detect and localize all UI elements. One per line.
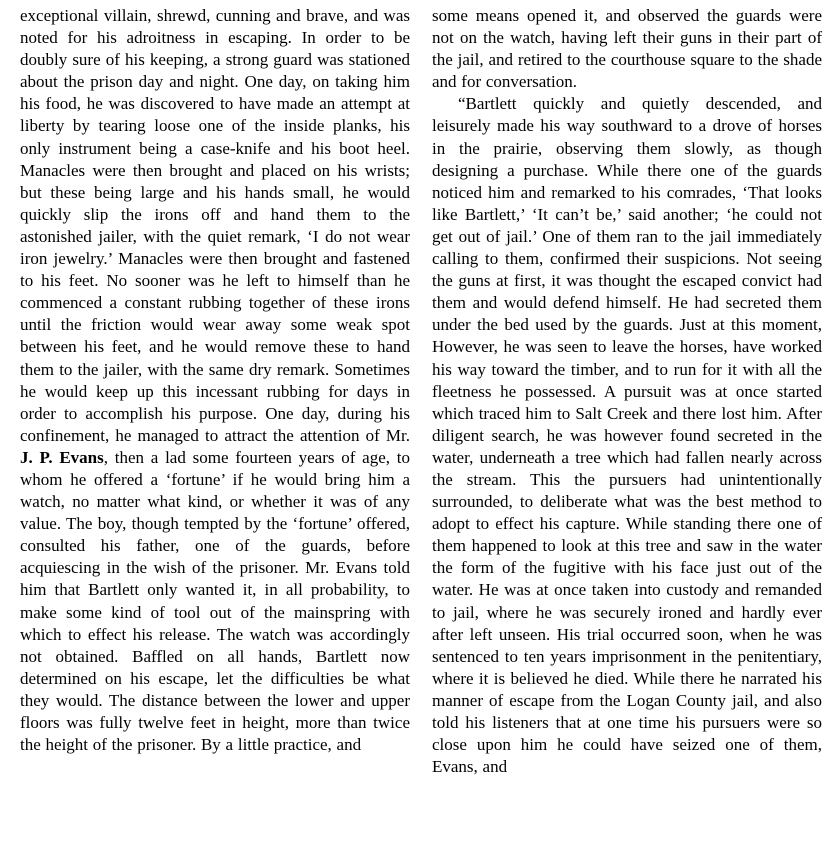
text-segment: “Bartlett quickly and quietly descended, and leisurely made his way southward to a drove of horses in the prairie, observing them slowly, as though designing a purchase. While there one of the guards noticed him and remarked to his comrades, ‘That looks like Bartlett,’ ‘It can’t be,’ said another; ‘he could not get out of jail.’ One of them ran to the jail immediately calling to them, confirmed their suspicions. Not seeing the guns at first, it was thought the escaped convict had them and would defend himself. He had secreted them under the bed used by the guards. Just at this moment, However, he was seen to leave the horses, have worked his way toward the timber, and to run for it with all the fleetness he possessed. A pursuit was at once started which traced him to Salt Creek and there lost him. After diligent search, he was however found secreted in the water, underneath a tree which had fallen nearly across the stream. This the pursuers had unintentionally surrounded, to deliberate what was the best method to adopt to effect his capture. While standing there one of them happened to look at this tree and saw in the water the form of the fugitive with his face just out of the water. He was at once taken into custody and remanded to jail, where he was securely ironed and hardly ever after left unseen. His trial occurred soon, when he was sentenced to ten years imprisonment in the penitentiary, where it is believed he died. While there he narrated his manner of escape from the Logan County jail, and also told his listeners that at one time his pursuers were so close upon him he could have seized one of them, Evans, and bbox=[432, 94, 822, 777]
bold-person-name: J. P. Evans bbox=[20, 447, 104, 467]
text-segment: some means opened it, and observed the guards were not on the watch, having left their guns in their part of the jail, and retired to the courthouse square to the shade and for conversation. bbox=[432, 6, 822, 92]
two-column-layout bbox=[20, 5, 822, 778]
left-text-column bbox=[20, 5, 410, 778]
paragraph bbox=[20, 5, 410, 756]
right-text-column bbox=[432, 5, 822, 778]
text-segment: exceptional villain, shrewd, cunning and brave, and was noted for his adroitness in escaping. In order to be doubly sure of his keeping, a strong guard was stationed about the prison day and night. One day, on taking him his food, he was discovered to have made an attempt at liberty by tearing loose one of the inside planks, his only instrument being a case-knife and his boot heel. Manacles were then brought and placed on his wrists; but these being large and his hands small, he would quickly slip the irons off and hand them to the astonished jailer, with the quiet remark, ‘I do not wear iron jewelry.’ Manacles were then brought and fastened to his feet. No sooner was he left to himself than he commenced a constant rubbing together of these irons until the friction would wear away some weak spot between his feet, and he would remove these to hand them to the jailer, with the same dry remark. Sometimes he would keep up this incessant rubbing for days in order to accomplish his purpose. One day, during his confinement, he managed to attract the attention of Mr. bbox=[20, 6, 410, 445]
paragraph bbox=[432, 93, 822, 778]
text-segment: , then a lad some fourteen years of age, to whom he offered a ‘fortune’ if he would bring him a watch, no matter what kind, or whether it was of any value. The boy, though tempted by the ‘fortune’ offered, consulted his father, one of the guards, before acquiescing in the wish of the prisoner. Mr. Evans told him that Bartlett only wanted it, in all probability, to make some kind of tool out of the mainspring with which to effect his release. The watch was accordingly not obtained. Baffled on all hands, Bartlett now determined on his escape, let the difficulties be what they would. The distance between the lower and upper floors was fully twelve feet in height, more than twice the height of the prisoner. By a little practice, and bbox=[20, 447, 410, 755]
paragraph bbox=[432, 5, 822, 93]
